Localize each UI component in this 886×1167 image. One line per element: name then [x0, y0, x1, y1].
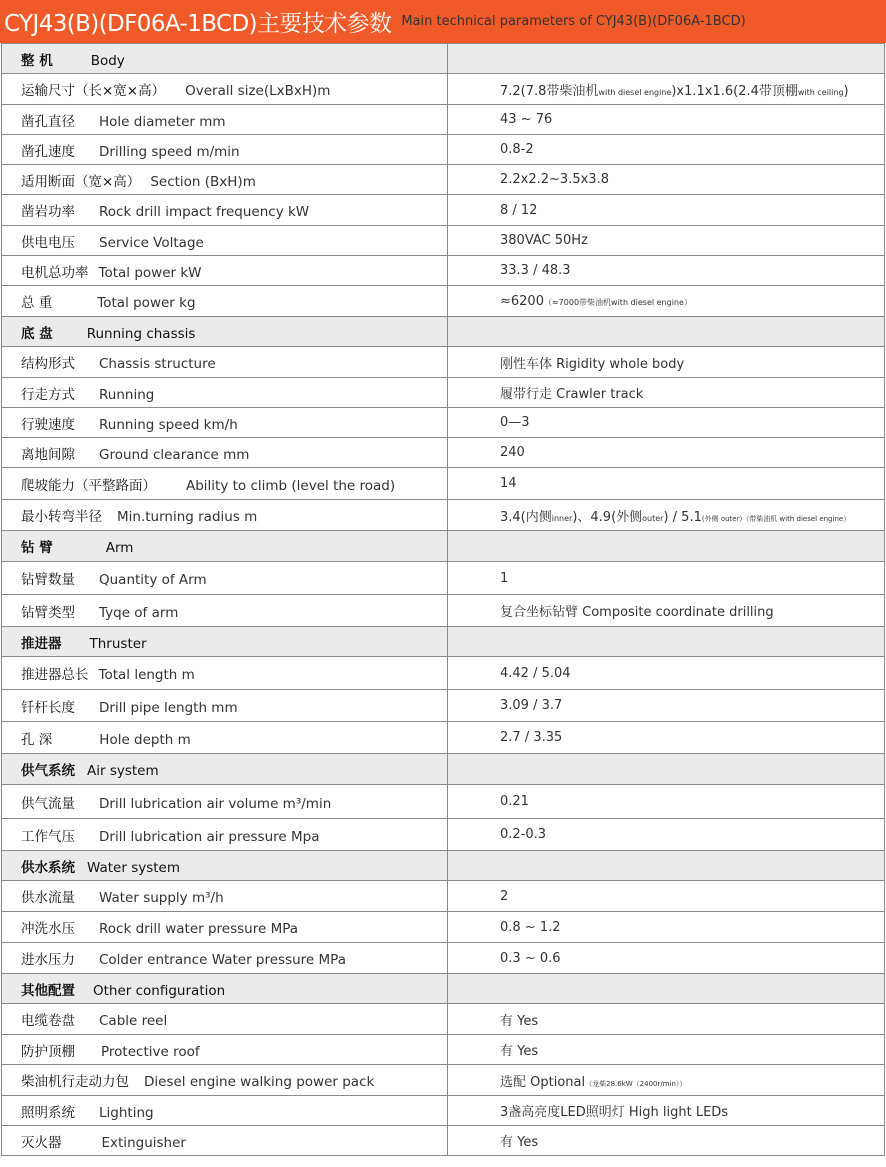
parameter-name-cell	[2, 819, 448, 851]
parameter-name-cell	[2, 438, 448, 468]
parameter-name-english: Min.turning radius m	[117, 509, 258, 525]
parameter-name-chinese: 孔 深	[21, 731, 53, 748]
parameter-name-cell	[2, 1126, 448, 1156]
table-row	[2, 195, 885, 226]
parameter-value-cell	[448, 595, 885, 627]
parameter-name-chinese: 行驶速度	[21, 416, 75, 433]
parameter-value-cell	[448, 286, 885, 317]
table-row	[2, 438, 885, 468]
parameter-name-english: Arm	[105, 540, 134, 556]
parameter-name-cell	[2, 165, 448, 195]
table-row	[2, 256, 885, 286]
table-row	[2, 468, 885, 500]
parameter-value: 380VAC 50Hz	[500, 233, 588, 248]
parameter-name-english: Cable reel	[99, 1013, 168, 1029]
parameter-value: 选配 Optional	[500, 1074, 586, 1090]
table-row	[2, 943, 885, 974]
parameter-value: 0.21	[500, 794, 529, 809]
parameter-value-cell	[448, 135, 885, 165]
parameter-name-cell	[2, 690, 448, 722]
parameter-name-english: Protective roof	[101, 1043, 200, 1060]
parameter-name-cell	[2, 595, 448, 627]
table-row	[2, 722, 885, 754]
value-note: with ceiling	[797, 87, 844, 97]
section-blank-cell	[448, 627, 885, 657]
spec-table	[1, 43, 885, 1156]
parameter-name-cell	[2, 135, 448, 165]
parameter-value-cell	[448, 912, 885, 943]
value-note: inner	[551, 513, 573, 523]
parameter-name-english: Rock drill water pressure MPa	[99, 921, 299, 937]
parameter-name-chinese: 最小转弯半径	[21, 509, 102, 525]
parameter-name-chinese: 电机总功率	[21, 264, 89, 281]
table-row	[2, 165, 885, 195]
parameter-name-english: Chassis structure	[99, 356, 216, 372]
parameter-value: 刚性车体 Rigidity whole body	[500, 356, 685, 372]
table-row	[2, 1065, 885, 1096]
parameter-name-english: Running	[99, 386, 155, 403]
parameter-value: )	[843, 83, 849, 99]
table-row	[2, 105, 885, 135]
parameter-name-english: Lighting	[99, 1104, 154, 1121]
value-note: with diesel engine	[598, 87, 672, 97]
parameter-name-english: Hole diameter mm	[99, 113, 226, 130]
parameter-value-cell	[448, 785, 885, 819]
parameter-name-cell	[2, 226, 448, 256]
section-header-row	[2, 851, 885, 881]
parameter-name-chinese: 结构形式	[21, 356, 75, 372]
parameter-name-chinese: 总 重	[21, 295, 53, 311]
parameter-name-chinese: 爬坡能力（平整路面）	[21, 477, 156, 494]
parameter-value: 240	[500, 445, 525, 460]
parameter-name-english: Drill pipe length mm	[99, 699, 238, 716]
parameter-value: 2.7 / 3.35	[500, 730, 563, 745]
section-title-cell	[2, 754, 448, 785]
parameter-name-english: Drill lubrication air volume m³/min	[99, 795, 332, 812]
spec-table-body	[2, 44, 885, 1156]
parameter-name-chinese: 钎杆长度	[21, 699, 75, 716]
parameter-name-chinese: 供水系统	[21, 859, 75, 876]
parameter-name-english: Service Voltage	[99, 234, 204, 251]
section-title-cell	[2, 974, 448, 1004]
parameter-value-cell	[448, 690, 885, 722]
parameter-value: 3.4(内侧	[500, 509, 552, 525]
parameter-name-english: Running speed km/h	[99, 416, 238, 433]
parameter-name-english: Drill lubrication air pressure Mpa	[99, 828, 320, 845]
table-row	[2, 1096, 885, 1126]
parameter-name-english: Running chassis	[86, 325, 196, 342]
value-note: （龙柴28.6kW（2400r/min））	[585, 1079, 687, 1088]
section-blank-cell	[448, 754, 885, 785]
section-title-cell	[2, 531, 448, 562]
parameter-name-chinese: 进水压力	[21, 952, 75, 968]
parameter-name-chinese: 冲洗水压	[21, 921, 75, 937]
parameter-value-cell	[448, 347, 885, 378]
section-blank-cell	[448, 531, 885, 562]
table-row	[2, 500, 885, 531]
table-row	[2, 135, 885, 165]
table-row	[2, 347, 885, 378]
parameter-name-cell	[2, 105, 448, 135]
parameter-value: 0—3	[500, 415, 530, 430]
parameter-value-cell	[448, 256, 885, 286]
title-english: Main technical parameters of CYJ43(B)(DF06A-1BCD)	[401, 14, 746, 29]
section-blank-cell	[448, 44, 885, 74]
parameter-name-english: Hole depth m	[99, 731, 191, 748]
table-row	[2, 1035, 885, 1065]
section-blank-cell	[448, 974, 885, 1004]
parameter-name-english: Overall size(LxBxH)m	[185, 83, 331, 99]
parameter-value-cell	[448, 74, 885, 105]
section-title-cell	[2, 851, 448, 881]
parameter-value-cell	[448, 468, 885, 500]
parameter-value: 0.2-0.3	[500, 827, 547, 842]
table-row	[2, 378, 885, 408]
parameter-name-chinese: 供气系统	[21, 763, 75, 779]
parameter-value: 0.8 ~ 1.2	[500, 919, 561, 935]
parameter-value-cell	[448, 105, 885, 135]
parameter-name-english: Ability to climb (level the road)	[186, 477, 396, 494]
section-title-cell	[2, 317, 448, 347]
value-note: （≈7000带柴油机with diesel engine）	[543, 297, 692, 307]
parameter-name-english: Drilling speed m/min	[99, 143, 240, 160]
parameter-name-chinese: 照明系统	[21, 1104, 75, 1121]
parameter-name-cell	[2, 657, 448, 690]
table-row	[2, 881, 885, 912]
parameter-name-english: Tyqe of arm	[99, 604, 179, 621]
parameter-name-chinese: 柴油机行走动力包	[21, 1074, 129, 1090]
parameter-value: 0.8-2	[500, 142, 534, 157]
parameter-value: 2	[500, 888, 509, 904]
parameter-name-cell	[2, 943, 448, 974]
parameter-name-chinese: 钻臂数量	[21, 572, 75, 588]
parameter-name-cell	[2, 286, 448, 317]
table-row	[2, 408, 885, 438]
parameter-name-cell	[2, 1004, 448, 1035]
title-banner	[0, 0, 886, 43]
parameter-name-chinese: 凿孔直径	[21, 113, 75, 130]
section-header-row	[2, 531, 885, 562]
parameter-name-english: Total power kW	[98, 264, 202, 281]
parameter-name-english: Section (BxH)m	[150, 173, 256, 190]
parameter-name-chinese: 凿岩功率	[21, 204, 75, 220]
parameter-value: 33.3 / 48.3	[500, 263, 571, 278]
title-chinese: CYJ43(B)(DF06A-1BCD)主要技术参数	[4, 11, 392, 37]
parameter-name-chinese: 推进器	[21, 635, 62, 652]
section-header-row	[2, 627, 885, 657]
parameter-value-cell	[448, 438, 885, 468]
section-blank-cell	[448, 317, 885, 347]
table-row	[2, 1126, 885, 1156]
parameter-name-chinese: 底 盘	[21, 325, 53, 342]
parameter-name-english: Other configuration	[93, 982, 226, 999]
parameter-value: )x1.1x1.6(2.4带顶棚	[671, 83, 798, 99]
parameter-value-cell	[448, 881, 885, 912]
parameter-name-cell	[2, 722, 448, 754]
parameter-value-cell	[448, 378, 885, 408]
parameter-value: 有 Yes	[500, 1044, 539, 1059]
table-row	[2, 74, 885, 105]
parameter-name-english: Total power kg	[97, 295, 196, 311]
parameter-name-cell	[2, 195, 448, 226]
section-blank-cell	[448, 851, 885, 881]
parameter-value: 2.2x2.2~3.5x3.8	[500, 172, 609, 187]
parameter-name-chinese: 供气流量	[21, 795, 75, 812]
parameter-name-cell	[2, 74, 448, 105]
parameter-name-english: Diesel engine walking power pack	[144, 1074, 375, 1090]
parameter-name-english: Water supply m³/h	[99, 890, 224, 906]
parameter-name-cell	[2, 500, 448, 531]
table-row	[2, 562, 885, 595]
parameter-name-english: Extinguisher	[101, 1134, 186, 1151]
parameter-value: 履带行走 Crawler track	[500, 387, 644, 402]
parameter-name-chinese: 供水流量	[21, 890, 75, 906]
parameter-name-english: Rock drill impact frequency kW	[99, 204, 310, 220]
parameter-value-cell	[448, 1126, 885, 1156]
parameter-name-english: Thruster	[89, 635, 147, 652]
parameter-name-chinese: 运输尺寸（长×宽×高）	[21, 83, 166, 99]
parameter-value-cell	[448, 819, 885, 851]
parameter-name-cell	[2, 468, 448, 500]
parameter-name-chinese: 凿孔速度	[21, 143, 75, 160]
table-row	[2, 819, 885, 851]
parameter-value: 有 Yes	[500, 1135, 539, 1150]
section-header-row	[2, 754, 885, 785]
parameter-value: 3盏高亮度LED照明灯 High light LEDs	[500, 1105, 729, 1120]
parameter-value-cell	[448, 1096, 885, 1126]
value-note: (外侧 outer)（带柴油机 with diesel engine）	[701, 514, 851, 523]
section-title-cell	[2, 627, 448, 657]
parameter-value-cell	[448, 195, 885, 226]
parameter-name-chinese: 电缆卷盘	[21, 1013, 75, 1029]
parameter-name-chinese: 离地间隙	[21, 446, 75, 463]
parameter-value: 3.09 / 3.7	[500, 698, 563, 713]
parameter-name-english: Water system	[87, 859, 181, 876]
parameter-value: ≈6200	[500, 293, 544, 309]
parameter-name-english: Air system	[87, 763, 159, 779]
parameter-value-cell	[448, 408, 885, 438]
table-row	[2, 595, 885, 627]
parameter-value: 有 Yes	[500, 1013, 539, 1029]
parameter-name-cell	[2, 408, 448, 438]
parameter-name-chinese: 推进器总长	[21, 667, 89, 683]
parameter-name-cell	[2, 1065, 448, 1096]
parameter-value-cell	[448, 500, 885, 531]
parameter-name-chinese: 工作气压	[21, 828, 75, 845]
parameter-name-english: Colder entrance Water pressure MPa	[99, 952, 346, 968]
section-header-row	[2, 317, 885, 347]
parameter-name-chinese: 钻 臂	[21, 540, 53, 556]
table-row	[2, 286, 885, 317]
table-row	[2, 657, 885, 690]
parameter-name-chinese: 钻臂类型	[21, 604, 75, 621]
parameter-name-cell	[2, 912, 448, 943]
parameter-name-cell	[2, 562, 448, 595]
table-row	[2, 226, 885, 256]
parameter-value: 复合坐标钻臂 Composite coordinate drilling	[500, 605, 774, 620]
parameter-name-chinese: 其他配置	[21, 982, 75, 999]
parameter-name-cell	[2, 378, 448, 408]
parameter-value: )、4.9(外侧	[572, 509, 643, 525]
parameter-value-cell	[448, 1065, 885, 1096]
parameter-name-chinese: 行走方式	[21, 386, 75, 403]
parameter-value: 0.3 ~ 0.6	[500, 950, 561, 966]
parameter-name-english: Body	[90, 52, 125, 69]
parameter-name-cell	[2, 347, 448, 378]
parameter-name-chinese: 供电电压	[21, 234, 75, 251]
parameter-value: 4.42 / 5.04	[500, 665, 571, 681]
parameter-value: ) / 5.1	[663, 509, 702, 525]
parameter-value-cell	[448, 722, 885, 754]
parameter-value: 14	[500, 476, 517, 491]
parameter-value: 1	[500, 570, 509, 586]
parameter-name-chinese: 防护顶棚	[21, 1043, 75, 1060]
table-row	[2, 690, 885, 722]
section-header-row	[2, 974, 885, 1004]
parameter-name-chinese: 整 机	[21, 52, 53, 69]
value-note: outer	[642, 513, 664, 523]
parameter-name-cell	[2, 1096, 448, 1126]
parameter-name-chinese: 灭火器	[21, 1134, 62, 1151]
parameter-value-cell	[448, 1035, 885, 1065]
parameter-name-cell	[2, 785, 448, 819]
section-header-row	[2, 44, 885, 74]
parameter-name-cell	[2, 256, 448, 286]
parameter-value-cell	[448, 1004, 885, 1035]
table-row	[2, 1004, 885, 1035]
parameter-value-cell	[448, 226, 885, 256]
parameter-name-english: Total length m	[98, 667, 195, 683]
table-row	[2, 785, 885, 819]
table-row	[2, 912, 885, 943]
parameter-name-chinese: 适用断面（宽×高）	[21, 173, 141, 190]
parameter-value: 43 ~ 76	[500, 112, 553, 127]
parameter-value-cell	[448, 943, 885, 974]
parameter-value-cell	[448, 562, 885, 595]
parameter-value-cell	[448, 165, 885, 195]
parameter-name-cell	[2, 1035, 448, 1065]
parameter-name-english: Ground clearance mm	[99, 446, 250, 463]
parameter-value: 7.2(7.8带柴油机	[500, 83, 599, 99]
parameter-name-cell	[2, 881, 448, 912]
parameter-name-english: Quantity of Arm	[99, 572, 207, 588]
parameter-value: 8 / 12	[500, 202, 538, 218]
section-title-cell	[2, 44, 448, 74]
parameter-value-cell	[448, 657, 885, 690]
